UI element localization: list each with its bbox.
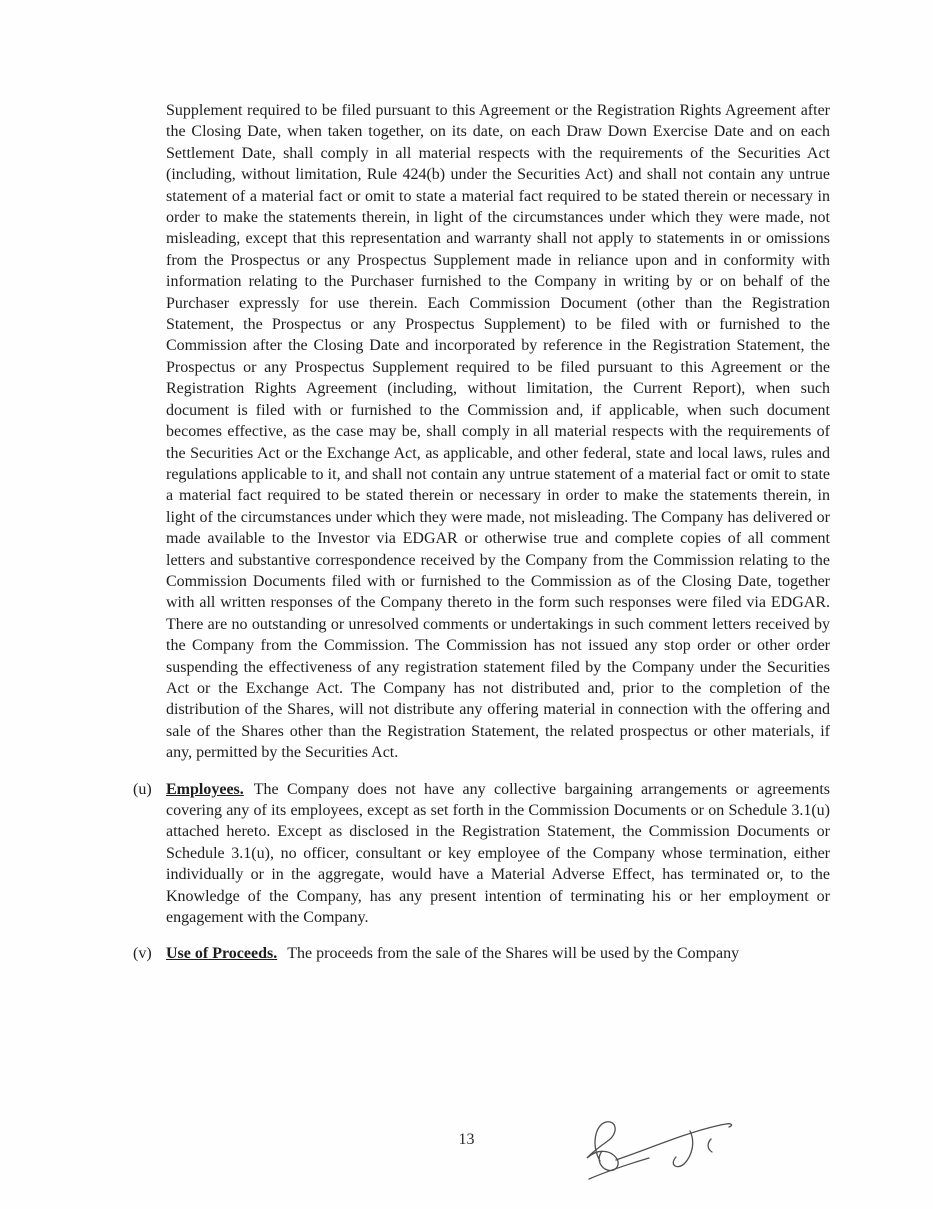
page-footer: [0, 1131, 933, 1149]
signature-initials-icon: [572, 1103, 747, 1188]
item-heading-use-of-proceeds: Use of Proceeds.: [166, 945, 278, 963]
section-item-u: [133, 779, 830, 929]
continuation-paragraph: Supplement required to be filed pursuant to this Agreement or the Registration Rights Agreement after the Closing Date, when taken together, on its date, on each Draw Down Exercise Date and on each Settlement Date, shall comply in all material respects with the requirements of the Securities Act (including, without limitation, Rule 424(b) under the Securities Act) and shall not contain any untrue statement of a material fact or omit to state a material fact required to be stated therein or necessary in order to make the statements therein, in light of the circumstances under which they were made, not misleading, except that this representation and warranty shall not apply to statements in or omissions from the Prospectus or any Prospectus Supplement made in reliance upon and in conformity with information relating to the Purchaser furnished to the Company in writing by or on behalf of the Purchaser expressly for use therein. Each Commission Document (other than the Registration Statement, the Prospectus or any Prospectus Supplement) to be filed with or furnished to the Commission after the Closing Date and incorporated by reference in the Registration Statement, the Prospectus or any Prospectus Supplement required to be filed pursuant to this Agreement or the Registration Rights Agreement (including, without limitation, the Current Report), when such document is filed with or furnished to the Commission and, if applicable, when such document becomes effective, as the case may be, shall comply in all material respects with the requirements of the Securities Act or the Exchange Act, as applicable, and other federal, state and local laws, rules and regulations applicable to it, and shall not contain any untrue statement of a material fact or omit to state a material fact required to be stated therein or necessary in order to make the statements therein, in light of the circumstances under which they were made, not misleading. The Company has delivered or made available to the Investor via EDGAR or otherwise true and complete copies of all comment letters and substantive correspondence received by the Company from the Commission relating to the Commission Documents filed with or furnished to the Commission as of the Closing Date, together with all written responses of the Company thereto in the form such responses were filed via EDGAR. There are no outstanding or unresolved comments or undertakings in such comment letters received by the Company from the Commission. The Commission has not issued any stop order or other order suspending the effectiveness of any registration statement filed by the Company under the Securities Act or the Exchange Act. The Company has not distributed and, prior to the completion of the distribution of the Shares, will not distribute any offering material in connection with the offering and sale of the Shares other than the Registration Statement, the related prospectus or other materials, if any, permitted by the Securities Act.: [166, 102, 830, 762]
item-marker-v: (v): [133, 945, 152, 963]
item-paragraph-v: [166, 943, 830, 964]
item-marker-u: (u): [133, 780, 152, 798]
page-number: 13: [458, 1131, 475, 1148]
item-heading-employees: Employees.: [166, 780, 244, 798]
document-body: [133, 100, 830, 965]
item-text-employees: The Company does not have any collective bargaining arrangements or agreements covering any of its employees, except as set forth in the Commission Documents or on Schedule 3.1(u) attached hereto. Except as disclosed in the Registration Statement, the Commission Documents or Schedule 3.1(u), no officer, consultant or key employee of the Company whose termination, either individually or in the aggregate, would have a Material Adverse Effect, has terminated or, to the Knowledge of the Company, has any present intention of terminating his or her employment or engagement with the Company.: [166, 780, 830, 927]
item-paragraph-u: [166, 779, 830, 929]
section-item-v: [133, 943, 830, 964]
item-text-use-of-proceeds: The proceeds from the sale of the Shares will be used by the Company: [287, 945, 740, 963]
